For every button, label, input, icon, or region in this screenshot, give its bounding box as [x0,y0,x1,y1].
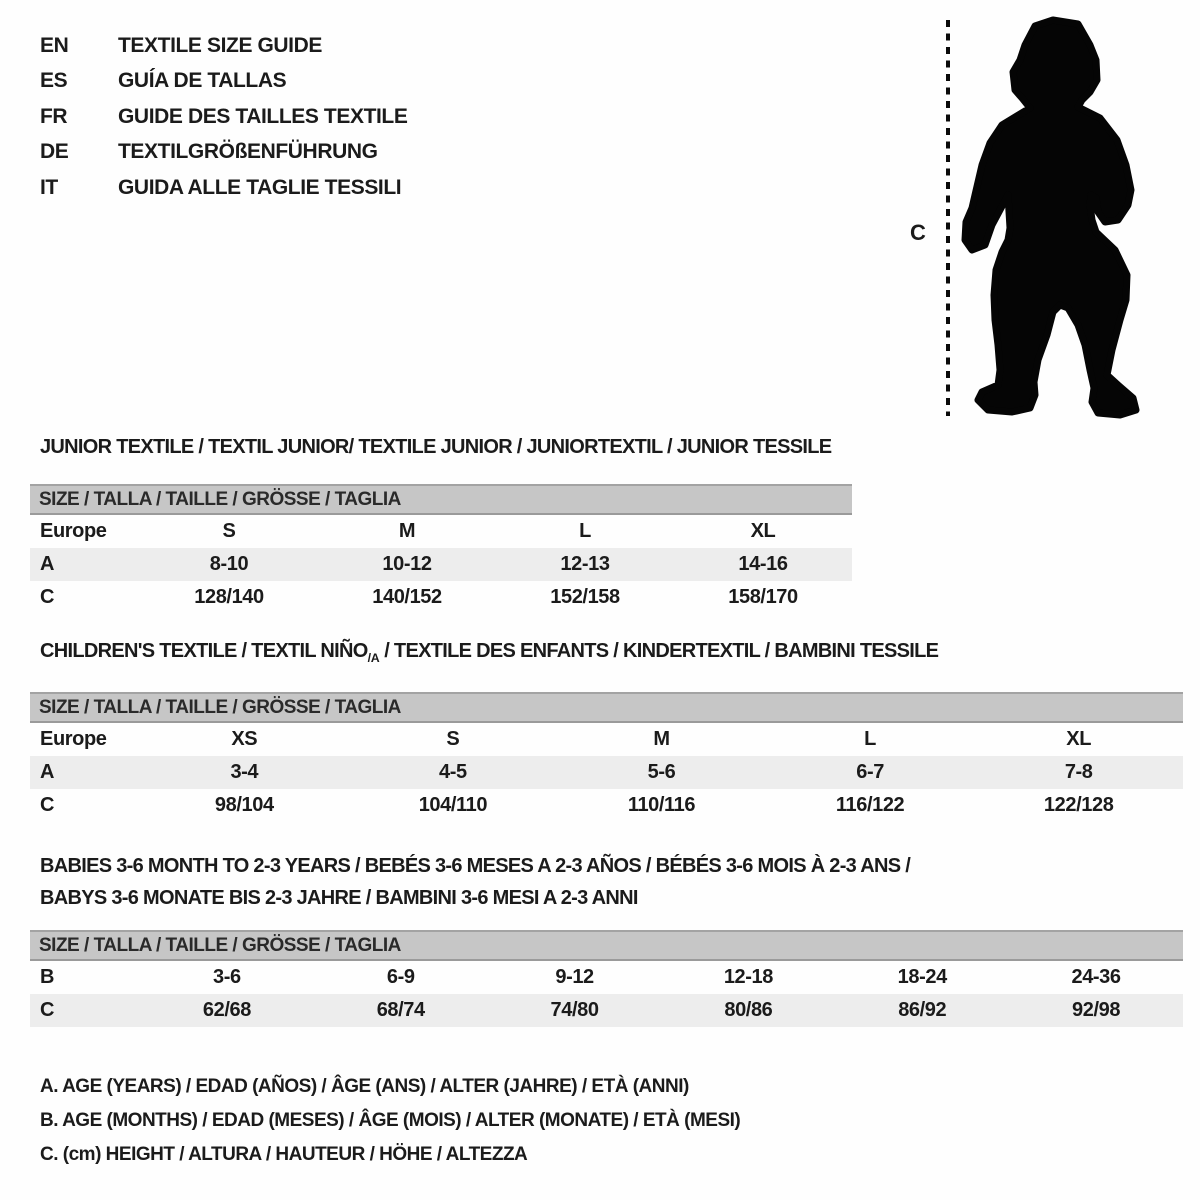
size-cell: 158/170 [728,586,798,608]
table-row [30,581,852,614]
language-label: TEXTILE SIZE GUIDE [118,33,322,57]
babies-section-heading [40,850,910,914]
children-heading-subscript: /A [367,651,380,665]
size-table-header: SIZE / TALLA / TAILLE / GRÖSSE / TAGLIA [30,692,1183,723]
row-label: C [40,999,55,1021]
size-cell: 9-12 [555,966,594,988]
language-code: ES [40,69,68,93]
babies-heading-line-2: BABYS 3-6 MONATE BIS 2-3 JAHRE / BAMBINI 3-6 MESI A 2-3 ANNI [40,887,638,909]
children-section-heading [40,640,938,665]
junior-section-heading: JUNIOR TEXTILE / TEXTIL JUNIOR/ TEXTILE JUNIOR / JUNIORTEXTIL / JUNIOR TESSILE [40,436,832,458]
language-row [40,64,407,100]
size-cell: 6-7 [856,761,884,783]
size-cell: 12-18 [723,966,773,988]
size-cell: 3-4 [230,761,259,783]
table-row [30,994,1183,1027]
size-table-header: SIZE / TALLA / TAILLE / GRÖSSE / TAGLIA [30,484,852,515]
table-row [30,756,1183,789]
row-label: Europe [40,520,107,542]
size-cell: XL [750,520,776,542]
size-cell: S [222,520,236,542]
size-cell: 4-5 [439,761,467,783]
size-cell: 7-8 [1064,761,1093,783]
row-label: Europe [40,728,107,750]
language-row [40,170,407,206]
language-row [40,28,407,64]
legend-line: C. (cm) HEIGHT / ALTURA / HAUTEUR / HÖHE / ALTEZZA [40,1144,528,1165]
language-label: GUÍA DE TALLAS [118,69,287,93]
toddler-silhouette [940,14,1170,426]
language-label: GUIDA ALLE TAGLIE TESSILI [118,175,402,199]
size-cell: 122/128 [1043,794,1114,816]
row-label: C [40,586,55,608]
language-list [40,28,407,206]
size-cell: 18-24 [897,966,947,988]
size-cell: 80/86 [724,999,773,1021]
language-label: GUIDE DES TAILLES TEXTILE [118,104,408,128]
table-row [30,548,852,581]
language-code: FR [40,104,68,128]
height-marker-label: C [910,220,926,245]
toddler-silhouette-shape [965,20,1136,415]
size-cell: 3-6 [213,966,241,988]
language-code: DE [40,140,69,164]
size-cell: 6-9 [386,966,415,988]
row-label: B [40,966,55,988]
size-cell: 74/80 [550,999,599,1021]
children-size-table [30,692,1183,822]
size-cell: 116/122 [835,794,905,816]
size-cell: 110/116 [627,794,696,816]
junior-size-table [30,484,852,614]
size-cell: L [864,728,876,750]
legend-line: B. AGE (MONTHS) / EDAD (MESES) / ÂGE (MOIS) / ALTER (MONATE) / ETÀ (MESI) [40,1110,741,1131]
row-label: A [40,553,55,575]
size-cell: 128/140 [194,586,264,608]
table-row [30,789,1183,822]
children-heading-before: CHILDREN'S TEXTILE / TEXTIL NIÑO [40,640,368,662]
size-cell: M [653,728,670,750]
size-cell: 14-16 [738,553,788,575]
size-cell: 10-12 [382,553,432,575]
row-label: A [40,761,55,783]
size-cell: 98/104 [214,794,274,816]
language-code: EN [40,33,69,57]
size-cell: 140/152 [372,586,442,608]
size-cell: 12-13 [560,553,610,575]
measurement-legend [40,1070,740,1172]
babies-heading-line-1: BABIES 3-6 MONTH TO 2-3 YEARS / BEBÉS 3-6 MESES A 2-3 AÑOS / BÉBÉS 3-6 MOIS À 2-3 ANS / [40,855,911,877]
size-cell: M [398,520,416,542]
children-heading-after: / TEXTILE DES ENFANTS / KINDERTEXTIL / BAMBINI TESSILE [379,640,939,662]
size-cell: 5-6 [647,761,676,783]
language-label: TEXTILGRÖßENFÜHRUNG [118,140,378,164]
size-table-header: SIZE / TALLA / TAILLE / GRÖSSE / TAGLIA [30,930,1183,961]
size-cell: 152/158 [550,586,620,608]
size-cell: 62/68 [202,999,251,1021]
table-row [30,515,852,548]
language-code: IT [40,175,58,199]
size-cell: 104/110 [418,794,488,816]
language-row [40,135,407,171]
language-row [40,99,407,135]
row-label: C [40,794,55,816]
size-cell: 24-36 [1071,966,1121,988]
legend-line: A. AGE (YEARS) / EDAD (AÑOS) / ÂGE (ANS) / ALTER (JAHRE) / ETÀ (ANNI) [40,1076,689,1097]
height-figure [900,14,1180,426]
size-cell: 68/74 [376,999,425,1021]
size-cell: S [446,728,460,750]
size-cell: XL [1066,728,1092,750]
size-cell: L [579,520,591,542]
size-cell: XS [231,728,258,750]
size-cell: 8-10 [209,553,249,575]
table-row [30,961,1183,994]
size-cell: 92/98 [1072,999,1121,1021]
babies-size-table [30,930,1183,1027]
size-cell: 86/92 [898,999,947,1021]
table-row [30,723,1183,756]
